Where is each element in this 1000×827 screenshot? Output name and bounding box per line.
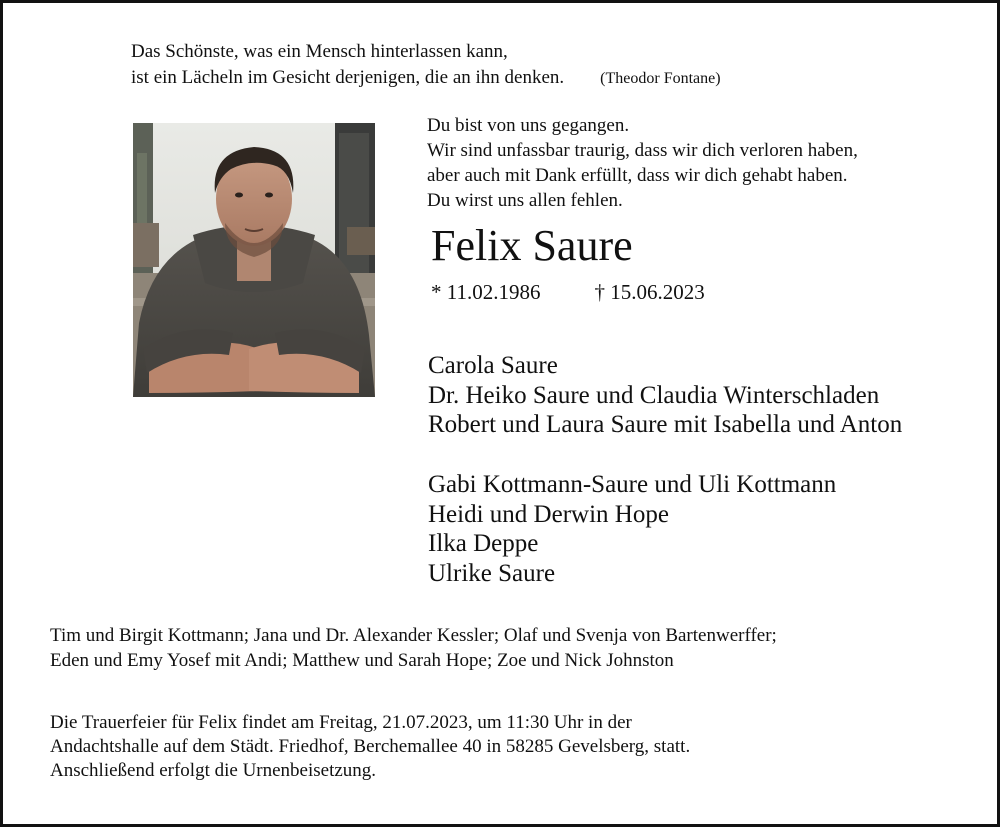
- mourner-line: Dr. Heiko Saure und Claudia Winterschladen: [428, 381, 880, 409]
- service-line: Anschließend erfolgt die Urnenbeisetzung.: [50, 760, 377, 781]
- service-line: Andachtshalle auf dem Städt. Friedhof, Berchemallee 40 in 58285 Gevelsberg, statt.: [50, 736, 691, 757]
- mourner-line: Gabi Kottmann-Saure und Uli Kottmann: [428, 471, 837, 498]
- mourner-line: Heidi und Derwin Hope: [428, 500, 669, 528]
- mourner-line: Ilka Deppe: [428, 530, 539, 557]
- mourners-family: [428, 351, 902, 440]
- verse-line: aber auch mit Dank erfüllt, dass wir dich gehabt haben.: [427, 165, 848, 186]
- funeral-service-info: [50, 711, 690, 783]
- quote-line: [131, 65, 721, 92]
- other-mourners: [50, 623, 777, 673]
- quote-author: (Theodor Fontane): [600, 70, 721, 87]
- quote-text: ist ein Lächeln im Gesicht derjenigen, die an ihn denken.: [131, 67, 565, 88]
- service-line: Die Trauerfeier für Felix findet am Freitag, 21.07.2023, um 11:30 Uhr in der: [50, 712, 632, 733]
- portrait-photo: [133, 123, 375, 397]
- epigraph-quote: [131, 39, 721, 92]
- mourner-line: Ulrike Saure: [428, 559, 556, 587]
- deceased-name: Felix Saure: [431, 221, 633, 270]
- verse-line: Wir sind unfassbar traurig, dass wir dich verloren haben,: [427, 140, 858, 161]
- life-dates: [431, 279, 705, 305]
- other-mourners-line: Tim und Birgit Kottmann; Jana und Dr. Alexander Kessler; Olaf und Svenja von Bartenwerffer;: [50, 625, 777, 646]
- death-date: † 15.06.2023: [594, 280, 705, 304]
- other-mourners-line: Eden und Emy Yosef mit Andi; Matthew und Sarah Hope; Zoe und Nick Johnston: [50, 650, 674, 671]
- quote-line: Das Schönste, was ein Mensch hinterlassen kann,: [131, 41, 508, 62]
- farewell-verse: [427, 113, 858, 213]
- verse-line: Du bist von uns gegangen.: [427, 115, 630, 136]
- verse-line: Du wirst uns allen fehlen.: [427, 190, 623, 211]
- birth-date: * 11.02.1986: [431, 280, 541, 304]
- mourner-line: Robert und Laura Saure mit Isabella und Anton: [428, 411, 903, 438]
- mourner-line: Carola Saure: [428, 352, 558, 379]
- mourners-relatives: [428, 470, 836, 588]
